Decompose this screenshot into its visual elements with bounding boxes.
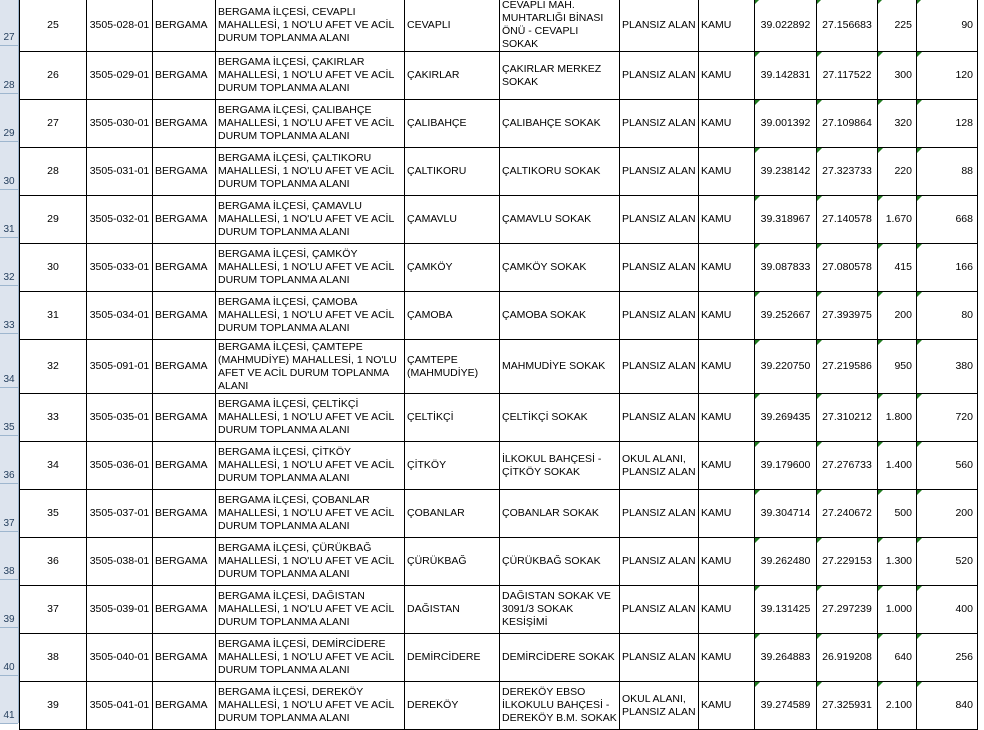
longitude-cell[interactable]: 27.240672 bbox=[817, 490, 878, 538]
zoning-cell[interactable]: PLANSIZ ALAN bbox=[620, 0, 699, 52]
row-number-cell[interactable]: 31 bbox=[20, 292, 87, 340]
code-cell[interactable]: 3505-040-01 bbox=[87, 634, 153, 682]
ownership-cell[interactable]: KAMU bbox=[699, 538, 755, 586]
longitude-cell[interactable]: 27.310212 bbox=[817, 394, 878, 442]
area-m2-cell[interactable]: 640 bbox=[878, 634, 917, 682]
zoning-cell[interactable]: PLANSIZ ALAN bbox=[620, 538, 699, 586]
longitude-cell[interactable]: 27.325931 bbox=[817, 682, 878, 730]
row-number-cell[interactable]: 29 bbox=[20, 196, 87, 244]
district-cell[interactable]: BERGAMA bbox=[153, 682, 216, 730]
row-header[interactable] bbox=[0, 532, 18, 580]
row-header-label: 33 bbox=[3, 320, 15, 331]
code-cell[interactable]: 3505-031-01 bbox=[87, 148, 153, 196]
latitude-cell[interactable]: 39.087833 bbox=[755, 244, 817, 292]
address-cell[interactable]: CEVAPLI MAH. MUHTARLIĞI BİNASI ÖNÜ - CEVAPLI SOKAK bbox=[500, 0, 620, 52]
table-row[interactable] bbox=[20, 340, 978, 394]
table-row[interactable] bbox=[20, 682, 978, 730]
row-header-label: 27 bbox=[3, 32, 15, 43]
code-cell[interactable]: 3505-038-01 bbox=[87, 538, 153, 586]
neighborhood-cell[interactable]: ÇALIBAHÇE bbox=[405, 100, 500, 148]
table-row[interactable] bbox=[20, 292, 978, 340]
area-name-cell[interactable]: BERGAMA İLÇESİ, DEMİRCİDERE MAHALLESİ, 1 NO'LU AFET VE ACİL DURUM TOPLANMA ALANI bbox=[216, 634, 405, 682]
area-name-cell[interactable]: BERGAMA İLÇESİ, ÇAMOBA MAHALLESİ, 1 NO'LU AFET VE ACİL DURUM TOPLANMA ALANI bbox=[216, 292, 405, 340]
zoning-cell[interactable]: PLANSIZ ALAN bbox=[620, 148, 699, 196]
latitude-cell[interactable]: 39.179600 bbox=[755, 442, 817, 490]
table-row[interactable] bbox=[20, 196, 978, 244]
neighborhood-cell[interactable]: ÇELTİKÇİ bbox=[405, 394, 500, 442]
capacity-cell[interactable]: 120 bbox=[917, 52, 978, 100]
table-row[interactable] bbox=[20, 586, 978, 634]
neighborhood-cell[interactable]: DEREKÖY bbox=[405, 682, 500, 730]
area-m2-cell[interactable]: 500 bbox=[878, 490, 917, 538]
row-number-cell[interactable]: 39 bbox=[20, 682, 87, 730]
area-m2-cell[interactable]: 200 bbox=[878, 292, 917, 340]
code-cell[interactable]: 3505-036-01 bbox=[87, 442, 153, 490]
zoning-cell[interactable]: PLANSIZ ALAN bbox=[620, 340, 699, 394]
longitude-cell[interactable]: 27.117522 bbox=[817, 52, 878, 100]
row-number-cell[interactable]: 25 bbox=[20, 0, 87, 52]
area-m2-cell[interactable]: 300 bbox=[878, 52, 917, 100]
longitude-cell[interactable]: 27.156683 bbox=[817, 0, 878, 52]
row-header[interactable] bbox=[0, 436, 18, 484]
district-cell[interactable]: BERGAMA bbox=[153, 244, 216, 292]
neighborhood-cell[interactable]: ÇİTKÖY bbox=[405, 442, 500, 490]
neighborhood-cell[interactable]: ÇÜRÜKBAĞ bbox=[405, 538, 500, 586]
longitude-cell[interactable]: 27.297239 bbox=[817, 586, 878, 634]
address-cell[interactable]: İLKOKUL BAHÇESİ - ÇİTKÖY SOKAK bbox=[500, 442, 620, 490]
zoning-cell[interactable]: PLANSIZ ALAN bbox=[620, 634, 699, 682]
row-header[interactable] bbox=[0, 628, 18, 676]
ownership-cell[interactable]: KAMU bbox=[699, 340, 755, 394]
capacity-cell[interactable]: 88 bbox=[917, 148, 978, 196]
neighborhood-cell[interactable]: ÇAKIRLAR bbox=[405, 52, 500, 100]
capacity-cell[interactable]: 80 bbox=[917, 292, 978, 340]
address-cell[interactable]: ÇAKIRLAR MERKEZ SOKAK bbox=[500, 52, 620, 100]
district-cell[interactable]: BERGAMA bbox=[153, 148, 216, 196]
capacity-cell[interactable]: 400 bbox=[917, 586, 978, 634]
address-cell[interactable]: DEREKÖY EBSO İLKOKULU BAHÇESİ - DEREKÖY B.M. SOKAK bbox=[500, 682, 620, 730]
row-header-label: 35 bbox=[3, 422, 15, 433]
address-cell[interactable]: ÇAMKÖY SOKAK bbox=[500, 244, 620, 292]
zoning-cell[interactable]: PLANSIZ ALAN bbox=[620, 196, 699, 244]
ownership-cell[interactable]: KAMU bbox=[699, 394, 755, 442]
area-m2-cell[interactable]: 220 bbox=[878, 148, 917, 196]
ownership-cell[interactable]: KAMU bbox=[699, 682, 755, 730]
latitude-cell[interactable]: 39.274589 bbox=[755, 682, 817, 730]
ownership-cell[interactable]: KAMU bbox=[699, 292, 755, 340]
row-number-cell[interactable]: 30 bbox=[20, 244, 87, 292]
address-cell[interactable]: ÇAMAVLU SOKAK bbox=[500, 196, 620, 244]
area-name-cell[interactable]: BERGAMA İLÇESİ, ÇELTİKÇİ MAHALLESİ, 1 NO'LU AFET VE ACİL DURUM TOPLANMA ALANI bbox=[216, 394, 405, 442]
longitude-cell[interactable]: 27.219586 bbox=[817, 340, 878, 394]
ownership-cell[interactable]: KAMU bbox=[699, 634, 755, 682]
longitude-cell[interactable]: 27.276733 bbox=[817, 442, 878, 490]
ownership-cell[interactable]: KAMU bbox=[699, 244, 755, 292]
latitude-cell[interactable]: 39.220750 bbox=[755, 340, 817, 394]
area-name-cell[interactable]: BERGAMA İLÇESİ, ÇAMAVLU MAHALLESİ, 1 NO'LU AFET VE ACİL DURUM TOPLANMA ALANI bbox=[216, 196, 405, 244]
code-cell[interactable]: 3505-041-01 bbox=[87, 682, 153, 730]
address-cell[interactable]: ÇALIBAHÇE SOKAK bbox=[500, 100, 620, 148]
longitude-cell[interactable]: 27.109864 bbox=[817, 100, 878, 148]
longitude-cell[interactable]: 27.229153 bbox=[817, 538, 878, 586]
area-name-cell[interactable]: BERGAMA İLÇESİ, ÇAMKÖY MAHALLESİ, 1 NO'LU AFET VE ACİL DURUM TOPLANMA ALANI bbox=[216, 244, 405, 292]
area-m2-cell[interactable]: 415 bbox=[878, 244, 917, 292]
table-row[interactable] bbox=[20, 0, 978, 52]
area-name-cell[interactable]: BERGAMA İLÇESİ, CEVAPLI MAHALLESİ, 1 NO'LU AFET VE ACİL DURUM TOPLANMA ALANI bbox=[216, 0, 405, 52]
zoning-cell[interactable]: PLANSIZ ALAN bbox=[620, 100, 699, 148]
row-number-cell[interactable]: 37 bbox=[20, 586, 87, 634]
ownership-cell[interactable]: KAMU bbox=[699, 442, 755, 490]
zoning-cell[interactable]: OKUL ALANI, PLANSIZ ALAN bbox=[620, 442, 699, 490]
district-cell[interactable]: BERGAMA bbox=[153, 340, 216, 394]
code-cell[interactable]: 3505-039-01 bbox=[87, 586, 153, 634]
district-cell[interactable]: BERGAMA bbox=[153, 442, 216, 490]
zoning-cell[interactable]: OKUL ALANI, PLANSIZ ALAN bbox=[620, 682, 699, 730]
code-cell[interactable]: 3505-029-01 bbox=[87, 52, 153, 100]
area-m2-cell[interactable]: 2.100 bbox=[878, 682, 917, 730]
row-header[interactable] bbox=[0, 0, 18, 46]
district-cell[interactable]: BERGAMA bbox=[153, 100, 216, 148]
code-cell[interactable]: 3505-091-01 bbox=[87, 340, 153, 394]
table-row[interactable] bbox=[20, 100, 978, 148]
longitude-cell[interactable]: 27.393975 bbox=[817, 292, 878, 340]
zoning-cell[interactable]: PLANSIZ ALAN bbox=[620, 244, 699, 292]
row-header[interactable] bbox=[0, 676, 18, 724]
table-row[interactable] bbox=[20, 244, 978, 292]
ownership-cell[interactable]: KAMU bbox=[699, 196, 755, 244]
area-m2-cell[interactable]: 320 bbox=[878, 100, 917, 148]
area-m2-cell[interactable]: 1.670 bbox=[878, 196, 917, 244]
latitude-cell[interactable]: 39.142831 bbox=[755, 52, 817, 100]
capacity-cell[interactable]: 560 bbox=[917, 442, 978, 490]
row-number-cell[interactable]: 27 bbox=[20, 100, 87, 148]
row-header-label: 36 bbox=[3, 470, 15, 481]
latitude-cell[interactable]: 39.262480 bbox=[755, 538, 817, 586]
zoning-cell[interactable]: PLANSIZ ALAN bbox=[620, 52, 699, 100]
row-header-label: 39 bbox=[3, 614, 15, 625]
area-name-cell[interactable]: BERGAMA İLÇESİ, ÇALTIKORU MAHALLESİ, 1 NO'LU AFET VE ACİL DURUM TOPLANMA ALANI bbox=[216, 148, 405, 196]
capacity-cell[interactable]: 380 bbox=[917, 340, 978, 394]
area-name-cell[interactable]: BERGAMA İLÇESİ, DEREKÖY MAHALLESİ, 1 NO'LU AFET VE ACİL DURUM TOPLANMA ALANI bbox=[216, 682, 405, 730]
capacity-cell[interactable]: 256 bbox=[917, 634, 978, 682]
neighborhood-cell[interactable]: ÇAMKÖY bbox=[405, 244, 500, 292]
row-number-cell[interactable]: 34 bbox=[20, 442, 87, 490]
neighborhood-cell[interactable]: DAĞISTAN bbox=[405, 586, 500, 634]
row-number-cell[interactable]: 32 bbox=[20, 340, 87, 394]
ownership-cell[interactable]: KAMU bbox=[699, 52, 755, 100]
row-number-cell[interactable]: 28 bbox=[20, 148, 87, 196]
row-header[interactable] bbox=[0, 190, 18, 238]
latitude-cell[interactable]: 39.001392 bbox=[755, 100, 817, 148]
area-name-cell[interactable]: BERGAMA İLÇESİ, ÇALIBAHÇE MAHALLESİ, 1 NO'LU AFET VE ACİL DURUM TOPLANMA ALANI bbox=[216, 100, 405, 148]
area-name-cell[interactable]: BERGAMA İLÇESİ, ÇOBANLAR MAHALLESİ, 1 NO'LU AFET VE ACİL DURUM TOPLANMA ALANI bbox=[216, 490, 405, 538]
district-cell[interactable]: BERGAMA bbox=[153, 634, 216, 682]
district-cell[interactable]: BERGAMA bbox=[153, 394, 216, 442]
ownership-cell[interactable]: KAMU bbox=[699, 0, 755, 52]
area-name-cell[interactable]: BERGAMA İLÇESİ, ÇAMTEPE (MAHMUDİYE) MAHALLESİ, 1 NO'LU AFET VE ACİL DURUM TOPLANMA ALANI bbox=[216, 340, 405, 394]
neighborhood-cell[interactable]: ÇALTIKORU bbox=[405, 148, 500, 196]
code-cell[interactable]: 3505-034-01 bbox=[87, 292, 153, 340]
area-m2-cell[interactable]: 950 bbox=[878, 340, 917, 394]
area-m2-cell[interactable]: 1.800 bbox=[878, 394, 917, 442]
neighborhood-cell[interactable]: CEVAPLI bbox=[405, 0, 500, 52]
row-header-label: 34 bbox=[3, 374, 15, 385]
address-cell[interactable]: MAHMUDİYE SOKAK bbox=[500, 340, 620, 394]
table-row[interactable] bbox=[20, 394, 978, 442]
district-cell[interactable]: BERGAMA bbox=[153, 196, 216, 244]
row-header-label: 31 bbox=[3, 224, 15, 235]
zoning-cell[interactable]: PLANSIZ ALAN bbox=[620, 292, 699, 340]
area-name-cell[interactable]: BERGAMA İLÇESİ, ÇİTKÖY MAHALLESİ, 1 NO'LU AFET VE ACİL DURUM TOPLANMA ALANI bbox=[216, 442, 405, 490]
latitude-cell[interactable]: 39.252667 bbox=[755, 292, 817, 340]
neighborhood-cell[interactable]: DEMİRCİDERE bbox=[405, 634, 500, 682]
table-row[interactable] bbox=[20, 52, 978, 100]
ownership-cell[interactable]: KAMU bbox=[699, 490, 755, 538]
neighborhood-cell[interactable]: ÇAMTEPE (MAHMUDİYE) bbox=[405, 340, 500, 394]
table-row[interactable] bbox=[20, 490, 978, 538]
ownership-cell[interactable]: KAMU bbox=[699, 148, 755, 196]
ownership-cell[interactable]: KAMU bbox=[699, 586, 755, 634]
zoning-cell[interactable]: PLANSIZ ALAN bbox=[620, 394, 699, 442]
area-m2-cell[interactable]: 1.400 bbox=[878, 442, 917, 490]
row-header-label: 29 bbox=[3, 128, 15, 139]
address-cell[interactable]: ÇELTİKÇİ SOKAK bbox=[500, 394, 620, 442]
row-number-cell[interactable]: 33 bbox=[20, 394, 87, 442]
capacity-cell[interactable]: 668 bbox=[917, 196, 978, 244]
row-header-label: 37 bbox=[3, 518, 15, 529]
table-row[interactable] bbox=[20, 148, 978, 196]
row-header[interactable] bbox=[0, 142, 18, 190]
capacity-cell[interactable]: 200 bbox=[917, 490, 978, 538]
row-header[interactable] bbox=[0, 484, 18, 532]
row-header-label: 41 bbox=[3, 710, 15, 721]
code-cell[interactable]: 3505-033-01 bbox=[87, 244, 153, 292]
row-header[interactable] bbox=[0, 334, 18, 388]
address-cell[interactable]: ÇALTIKORU SOKAK bbox=[500, 148, 620, 196]
row-header[interactable] bbox=[0, 46, 18, 94]
capacity-cell[interactable]: 720 bbox=[917, 394, 978, 442]
area-m2-cell[interactable]: 1.300 bbox=[878, 538, 917, 586]
code-cell[interactable]: 3505-030-01 bbox=[87, 100, 153, 148]
district-cell[interactable]: BERGAMA bbox=[153, 586, 216, 634]
capacity-cell[interactable]: 90 bbox=[917, 0, 978, 52]
district-cell[interactable]: BERGAMA bbox=[153, 52, 216, 100]
longitude-cell[interactable]: 27.140578 bbox=[817, 196, 878, 244]
district-cell[interactable]: BERGAMA bbox=[153, 538, 216, 586]
district-cell[interactable]: BERGAMA bbox=[153, 292, 216, 340]
area-m2-cell[interactable]: 1.000 bbox=[878, 586, 917, 634]
row-header[interactable] bbox=[0, 388, 18, 436]
row-header[interactable] bbox=[0, 94, 18, 142]
address-cell[interactable]: ÇAMOBA SOKAK bbox=[500, 292, 620, 340]
code-cell[interactable]: 3505-028-01 bbox=[87, 0, 153, 52]
latitude-cell[interactable]: 39.022892 bbox=[755, 0, 817, 52]
zoning-cell[interactable]: PLANSIZ ALAN bbox=[620, 586, 699, 634]
address-cell[interactable]: ÇÜRÜKBAĞ SOKAK bbox=[500, 538, 620, 586]
ownership-cell[interactable]: KAMU bbox=[699, 100, 755, 148]
neighborhood-cell[interactable]: ÇOBANLAR bbox=[405, 490, 500, 538]
row-header-column bbox=[0, 0, 19, 723]
longitude-cell[interactable]: 27.080578 bbox=[817, 244, 878, 292]
latitude-cell[interactable]: 39.131425 bbox=[755, 586, 817, 634]
row-header-label: 30 bbox=[3, 176, 15, 187]
latitude-cell[interactable]: 39.269435 bbox=[755, 394, 817, 442]
area-m2-cell[interactable]: 225 bbox=[878, 0, 917, 52]
area-name-cell[interactable]: BERGAMA İLÇESİ, ÇÜRÜKBAĞ MAHALLESİ, 1 NO'LU AFET VE ACİL DURUM TOPLANMA ALANI bbox=[216, 538, 405, 586]
row-header[interactable] bbox=[0, 286, 18, 334]
table-row[interactable] bbox=[20, 538, 978, 586]
table-row[interactable] bbox=[20, 634, 978, 682]
neighborhood-cell[interactable]: ÇAMAVLU bbox=[405, 196, 500, 244]
zoning-cell[interactable]: PLANSIZ ALAN bbox=[620, 490, 699, 538]
row-header[interactable] bbox=[0, 580, 18, 628]
latitude-cell[interactable]: 39.304714 bbox=[755, 490, 817, 538]
code-cell[interactable]: 3505-035-01 bbox=[87, 394, 153, 442]
address-cell[interactable]: ÇOBANLAR SOKAK bbox=[500, 490, 620, 538]
capacity-cell[interactable]: 166 bbox=[917, 244, 978, 292]
latitude-cell[interactable]: 39.318967 bbox=[755, 196, 817, 244]
latitude-cell[interactable]: 39.264883 bbox=[755, 634, 817, 682]
row-number-cell[interactable]: 38 bbox=[20, 634, 87, 682]
row-header-label: 32 bbox=[3, 272, 15, 283]
row-header[interactable] bbox=[0, 238, 18, 286]
code-cell[interactable]: 3505-032-01 bbox=[87, 196, 153, 244]
row-header-label: 38 bbox=[3, 566, 15, 577]
row-header-label: 40 bbox=[3, 662, 15, 673]
table-row[interactable] bbox=[20, 442, 978, 490]
address-cell[interactable]: DAĞISTAN SOKAK VE 3091/3 SOKAK KESİŞİMİ bbox=[500, 586, 620, 634]
row-number-cell[interactable]: 36 bbox=[20, 538, 87, 586]
spreadsheet-table bbox=[19, 0, 978, 730]
neighborhood-cell[interactable]: ÇAMOBA bbox=[405, 292, 500, 340]
district-cell[interactable]: BERGAMA bbox=[153, 490, 216, 538]
area-name-cell[interactable]: BERGAMA İLÇESİ, ÇAKIRLAR MAHALLESİ, 1 NO'LU AFET VE ACİL DURUM TOPLANMA ALANI bbox=[216, 52, 405, 100]
capacity-cell[interactable]: 840 bbox=[917, 682, 978, 730]
longitude-cell[interactable]: 26.919208 bbox=[817, 634, 878, 682]
code-cell[interactable]: 3505-037-01 bbox=[87, 490, 153, 538]
district-cell[interactable]: BERGAMA bbox=[153, 0, 216, 52]
row-header-label: 28 bbox=[3, 80, 15, 91]
capacity-cell[interactable]: 128 bbox=[917, 100, 978, 148]
address-cell[interactable]: DEMİRCİDERE SOKAK bbox=[500, 634, 620, 682]
longitude-cell[interactable]: 27.323733 bbox=[817, 148, 878, 196]
row-number-cell[interactable]: 35 bbox=[20, 490, 87, 538]
latitude-cell[interactable]: 39.238142 bbox=[755, 148, 817, 196]
area-name-cell[interactable]: BERGAMA İLÇESİ, DAĞISTAN MAHALLESİ, 1 NO'LU AFET VE ACİL DURUM TOPLANMA ALANI bbox=[216, 586, 405, 634]
capacity-cell[interactable]: 520 bbox=[917, 538, 978, 586]
row-number-cell[interactable]: 26 bbox=[20, 52, 87, 100]
